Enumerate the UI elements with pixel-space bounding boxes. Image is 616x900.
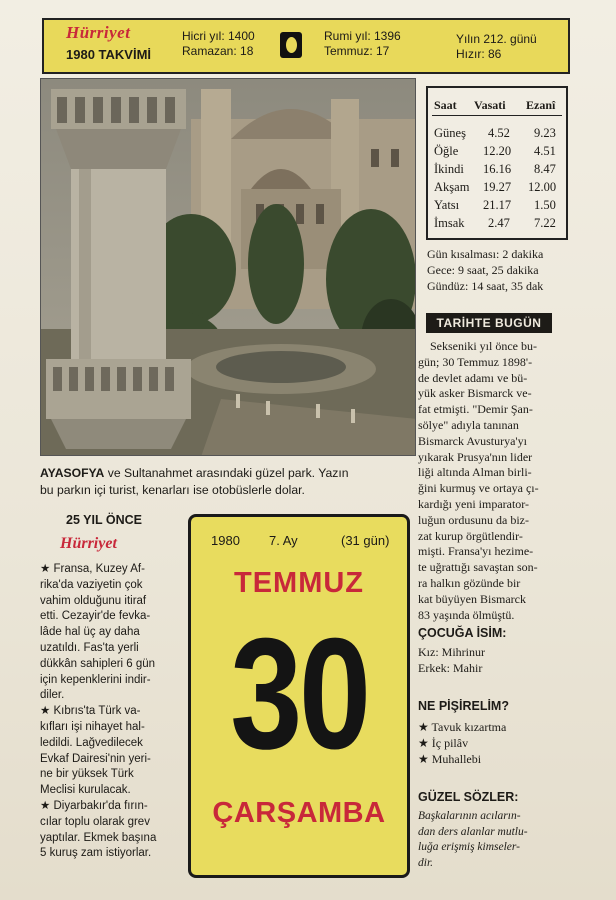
table-row-vasati: 16.16 (483, 162, 512, 176)
night-length: Gece: 9 saat, 25 dakika (427, 263, 539, 277)
table-row-name: Öğle (434, 144, 459, 158)
day-shortening: Gün kısalması: 2 dakika (427, 247, 544, 261)
day-length: Gündüz: 14 saat, 35 dak (427, 279, 544, 293)
history-text (418, 339, 566, 623)
history-line: kardığı yeni imparator- (418, 496, 530, 511)
table-row-name: Yatsı (434, 198, 460, 212)
table-row-vasati: 2.47 (488, 216, 510, 230)
years-ago-text (40, 562, 182, 862)
date-card (188, 514, 410, 878)
years-ago-line: uzatıldı. Fas'ta yerli (40, 641, 139, 654)
hizir-day: Hızır: 86 (456, 47, 502, 61)
hurriyet-logo: Hürriyet (66, 23, 131, 42)
history-line: gün; 30 Temmuz 1898'- (418, 354, 533, 369)
years-ago-line: ★ Kıbrıs'ta Türk va- (40, 705, 141, 718)
years-ago-line: ne bir yüksek Türk (40, 768, 134, 781)
header-bar (42, 18, 570, 74)
years-ago-line: Meclisi kurulacak. (40, 784, 131, 797)
month-name: TEMMUZ (233, 567, 365, 599)
rumi-month: Temmuz: 17 (324, 44, 390, 58)
history-title: TARİHTE BUGÜN (426, 313, 552, 333)
history-line: luğun ordusunu da biz- (418, 512, 529, 527)
history-line: 83 yaşında ölmüştü. (418, 607, 515, 622)
years-ago-line: diler. (40, 689, 65, 702)
years-ago-line: etti. Cezayir'de fevka- (40, 610, 151, 623)
quote-line: dir. (418, 856, 434, 869)
weekday-name: ÇARŞAMBA (212, 797, 386, 829)
history-line: te uğrattığı savaştan son- (418, 560, 538, 575)
child-name-title: ÇOCUĞA İSİM: (418, 626, 507, 640)
day-number: 30 (230, 606, 368, 782)
day-of-year: Yılın 212. günü (456, 32, 537, 46)
years-ago-line: rika'da vaziyetin çok (40, 578, 143, 591)
table-row-ezani: 9.23 (534, 126, 556, 140)
table-row-vasati: 21.17 (483, 198, 512, 212)
table-row-name: İmsak (434, 216, 465, 230)
years-ago-line: Evkaf Dairesi'nin yeri- (40, 752, 151, 765)
cooking-title: NE PİŞİRELİM? (418, 699, 509, 713)
calendar-title: 1980 TAKVİMİ (66, 47, 152, 62)
table-row-ezani: 7.22 (534, 216, 556, 230)
table-row-ezani: 12.00 (528, 180, 557, 194)
history-line: de devlet adamı ve bü- (418, 370, 528, 385)
date-card-month-days: (31 gün) (341, 533, 390, 548)
ramadan-day: Ramazan: 18 (182, 44, 254, 58)
quote-text (418, 809, 528, 871)
table-row-name: İkindi (434, 162, 464, 176)
quotes-title: GÜZEL SÖZLER: (418, 790, 519, 804)
table-row-vasati: 19.27 (483, 180, 512, 194)
history-line: ra halkın gözünde bir (418, 575, 521, 590)
history-line: yük asker Bismarck ve- (418, 386, 532, 401)
hijri-year: Hicri yıl: 1400 (182, 29, 255, 43)
caption-line-1: ve Sultanahmet arasındaki güzel park. Yazın (104, 466, 349, 480)
years-ago-line: ★ Fransa, Kuzey Af- (40, 563, 145, 575)
cooking-item: ★ İç pilâv (418, 736, 469, 750)
cooking-item: ★ Muhallebi (418, 752, 482, 766)
history-line: kat büyüyen Bismarck (418, 591, 526, 606)
years-ago-line: kıfları işi nihayet hal- (40, 720, 145, 733)
rumi-year: Rumi yıl: 1396 (324, 29, 401, 43)
history-line: ğini kurmuş ve ortaya çı- (418, 481, 539, 496)
years-ago-line: için kepenklerini indir- (40, 673, 151, 686)
quote-line: Başkalarının acıların- (418, 810, 521, 822)
years-ago-logo: Hürriyet (60, 535, 117, 552)
table-row-name: Akşam (434, 180, 470, 194)
photo-caption (40, 465, 420, 499)
table-row-vasati: 4.52 (488, 126, 510, 140)
table-header-vasati: Vasati (474, 98, 506, 112)
table-row-ezani: 1.50 (534, 198, 556, 212)
years-ago-title: 25 YIL ÖNCE (66, 513, 142, 527)
child-name-girl: Kız: Mihrinur (418, 645, 485, 659)
hagia-sophia-illustration (41, 79, 416, 456)
years-ago-line: vahim olduğunu itiraf (40, 594, 147, 607)
history-line: Bismarck Avusturya'yı (418, 433, 527, 448)
prayer-times-table (426, 86, 568, 240)
hagia-sophia-photo (40, 78, 416, 456)
date-card-year: 1980 (211, 533, 240, 548)
years-ago-line: ★ Diyarbakır'da fırın- (40, 799, 148, 812)
table-divider (432, 115, 562, 116)
moon-phase-icon (280, 32, 302, 58)
child-name-boy: Erkek: Mahir (418, 661, 483, 675)
years-ago-line: yaptılar. Ekmek başına (40, 831, 157, 844)
quote-line: luğa erişmiş kimseler- (418, 841, 520, 853)
table-row-ezani: 4.51 (534, 144, 556, 158)
caption-bold: AYASOFYA (40, 466, 105, 480)
years-ago-line: dükkân sahipleri 6 gün (40, 657, 156, 670)
table-header-hour: Saat (434, 98, 457, 112)
table-row-name: Güneş (434, 126, 466, 140)
history-line: mişti. Fransa'yı hezime- (418, 544, 534, 559)
years-ago-line: ledildi. Lağvedilecek (40, 736, 143, 749)
date-card-month-number: 7. Ay (269, 533, 298, 548)
history-line: liği altında Alman birli- (418, 465, 532, 480)
history-line: zat kurup örgütlendir- (418, 528, 523, 543)
table-row-vasati: 12.20 (483, 144, 512, 158)
table-header-ezani: Ezanî (526, 98, 556, 112)
history-line: sölye" adıyla tanınan (418, 417, 519, 432)
years-ago-line: 5 kuruş zam istiyorlar. (40, 847, 152, 860)
history-line: Sekseniki yıl önce bu- (430, 339, 537, 353)
table-row-ezani: 8.47 (534, 162, 556, 176)
years-ago-line: lâde hal üç ay daha (40, 626, 140, 639)
caption-line-2: bu parkın içi turist, kenarları ise otobüslerle dolar. (40, 483, 305, 497)
history-line: yıkarak Prusya'nın lider (418, 449, 533, 464)
history-line: fat etmişti. "Demir Şan- (418, 402, 533, 417)
cooking-item: ★ Tavuk kızartma (418, 720, 507, 734)
quote-line: dan ders alanlar mutlu- (418, 825, 528, 838)
years-ago-line: cılar toplu olarak grev (40, 815, 150, 828)
